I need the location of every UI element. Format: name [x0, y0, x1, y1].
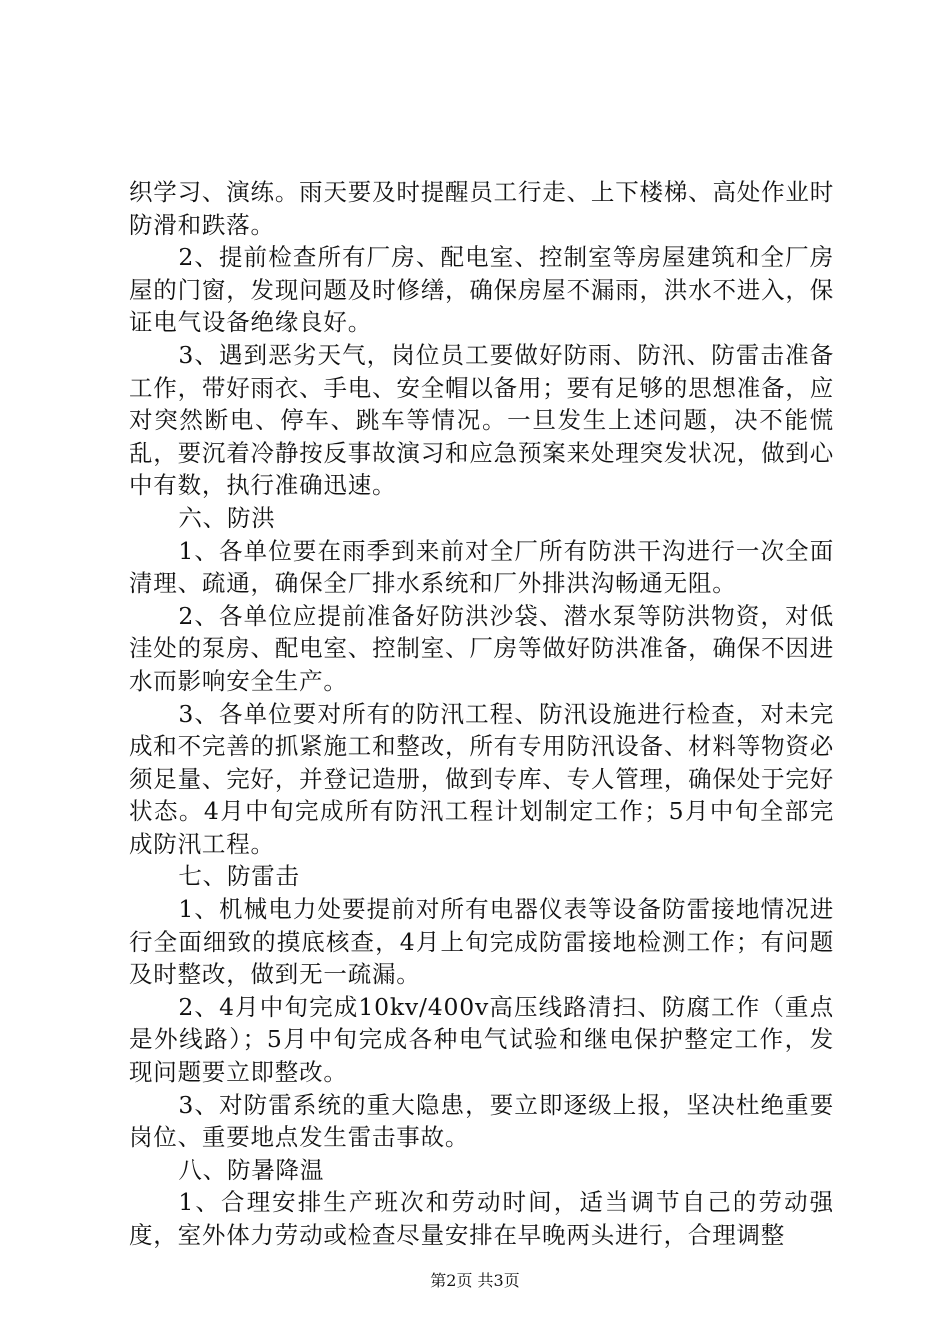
paragraph: 1、机械电力处要提前对所有电器仪表等设备防雷接地情况进行全面细致的摸底核查，4月上旬完成防雷接地检测工作；有问题及时整改，做到无一疏漏。 — [129, 895, 834, 989]
paragraph: 3、对防雷系统的重大隐患，要立即逐级上报，坚决杜绝重要岗位、重要地点发生雷击事故。 — [129, 1090, 834, 1152]
paragraph: 2、各单位应提前准备好防洪沙袋、潜水泵等防洪物资，对低洼处的泵房、配电室、控制室、厂房等做好防洪准备，确保不因进水而影响安全生产。 — [129, 601, 834, 695]
document-body — [129, 176, 834, 1252]
paragraph: 八、防暑降温 — [178, 1155, 325, 1184]
paragraph: 3、各单位要对所有的防汛工程、防汛设施进行检查，对未完成和不完善的抓紧施工和整改，所有专用防汛设备、材料等物资必须足量、完好，并登记造册，做到专库、专人管理，确保处于完好状态。4月中旬完成所有防汛工程计划制定工作；5月中旬全部完成防汛工程。 — [129, 699, 834, 858]
paragraph: 织学习、演练。雨天要及时提醒员工行走、上下楼梯、高处作业时防滑和跌落。 — [129, 178, 834, 239]
paragraph: 2、提前检查所有厂房、配电室、控制室等房屋建筑和全厂房屋的门窗，发现问题及时修缮，确保房屋不漏雨，洪水不进入，保证电气设备绝缘良好。 — [129, 243, 834, 337]
page-footer: 第2页 共3页 — [430, 1271, 520, 1290]
paragraph: 1、各单位要在雨季到来前对全厂所有防洪干沟进行一次全面清理、疏通，确保全厂排水系统和厂外排洪沟畅通无阻。 — [129, 536, 834, 598]
paragraph: 2、4月中旬完成10kv/400v高压线路清扫、防腐工作（重点是外线路）；5月中旬完成各种电气试验和继电保护整定工作，发现问题要立即整改。 — [129, 992, 834, 1087]
paragraph: 六、防洪 — [178, 503, 276, 532]
paragraph: 3、遇到恶劣天气，岗位员工要做好防雨、防汛、防雷击准备工作，带好雨衣、手电、安全帽以备用；要有足够的思想准备，应对突然断电、停车、跳车等情况。一旦发生上述问题，决不能慌乱，要沉着冷静按反事故演习和应急预案来处理突发状况，做到心中有数，执行准确迅速。 — [129, 340, 834, 500]
paragraph: 七、防雷击 — [178, 862, 300, 891]
paragraph: 1、合理安排生产班次和劳动时间，适当调节自己的劳动强度，室外体力劳动或检查尽量安排在早晚两头进行，合理调整 — [129, 1188, 834, 1249]
